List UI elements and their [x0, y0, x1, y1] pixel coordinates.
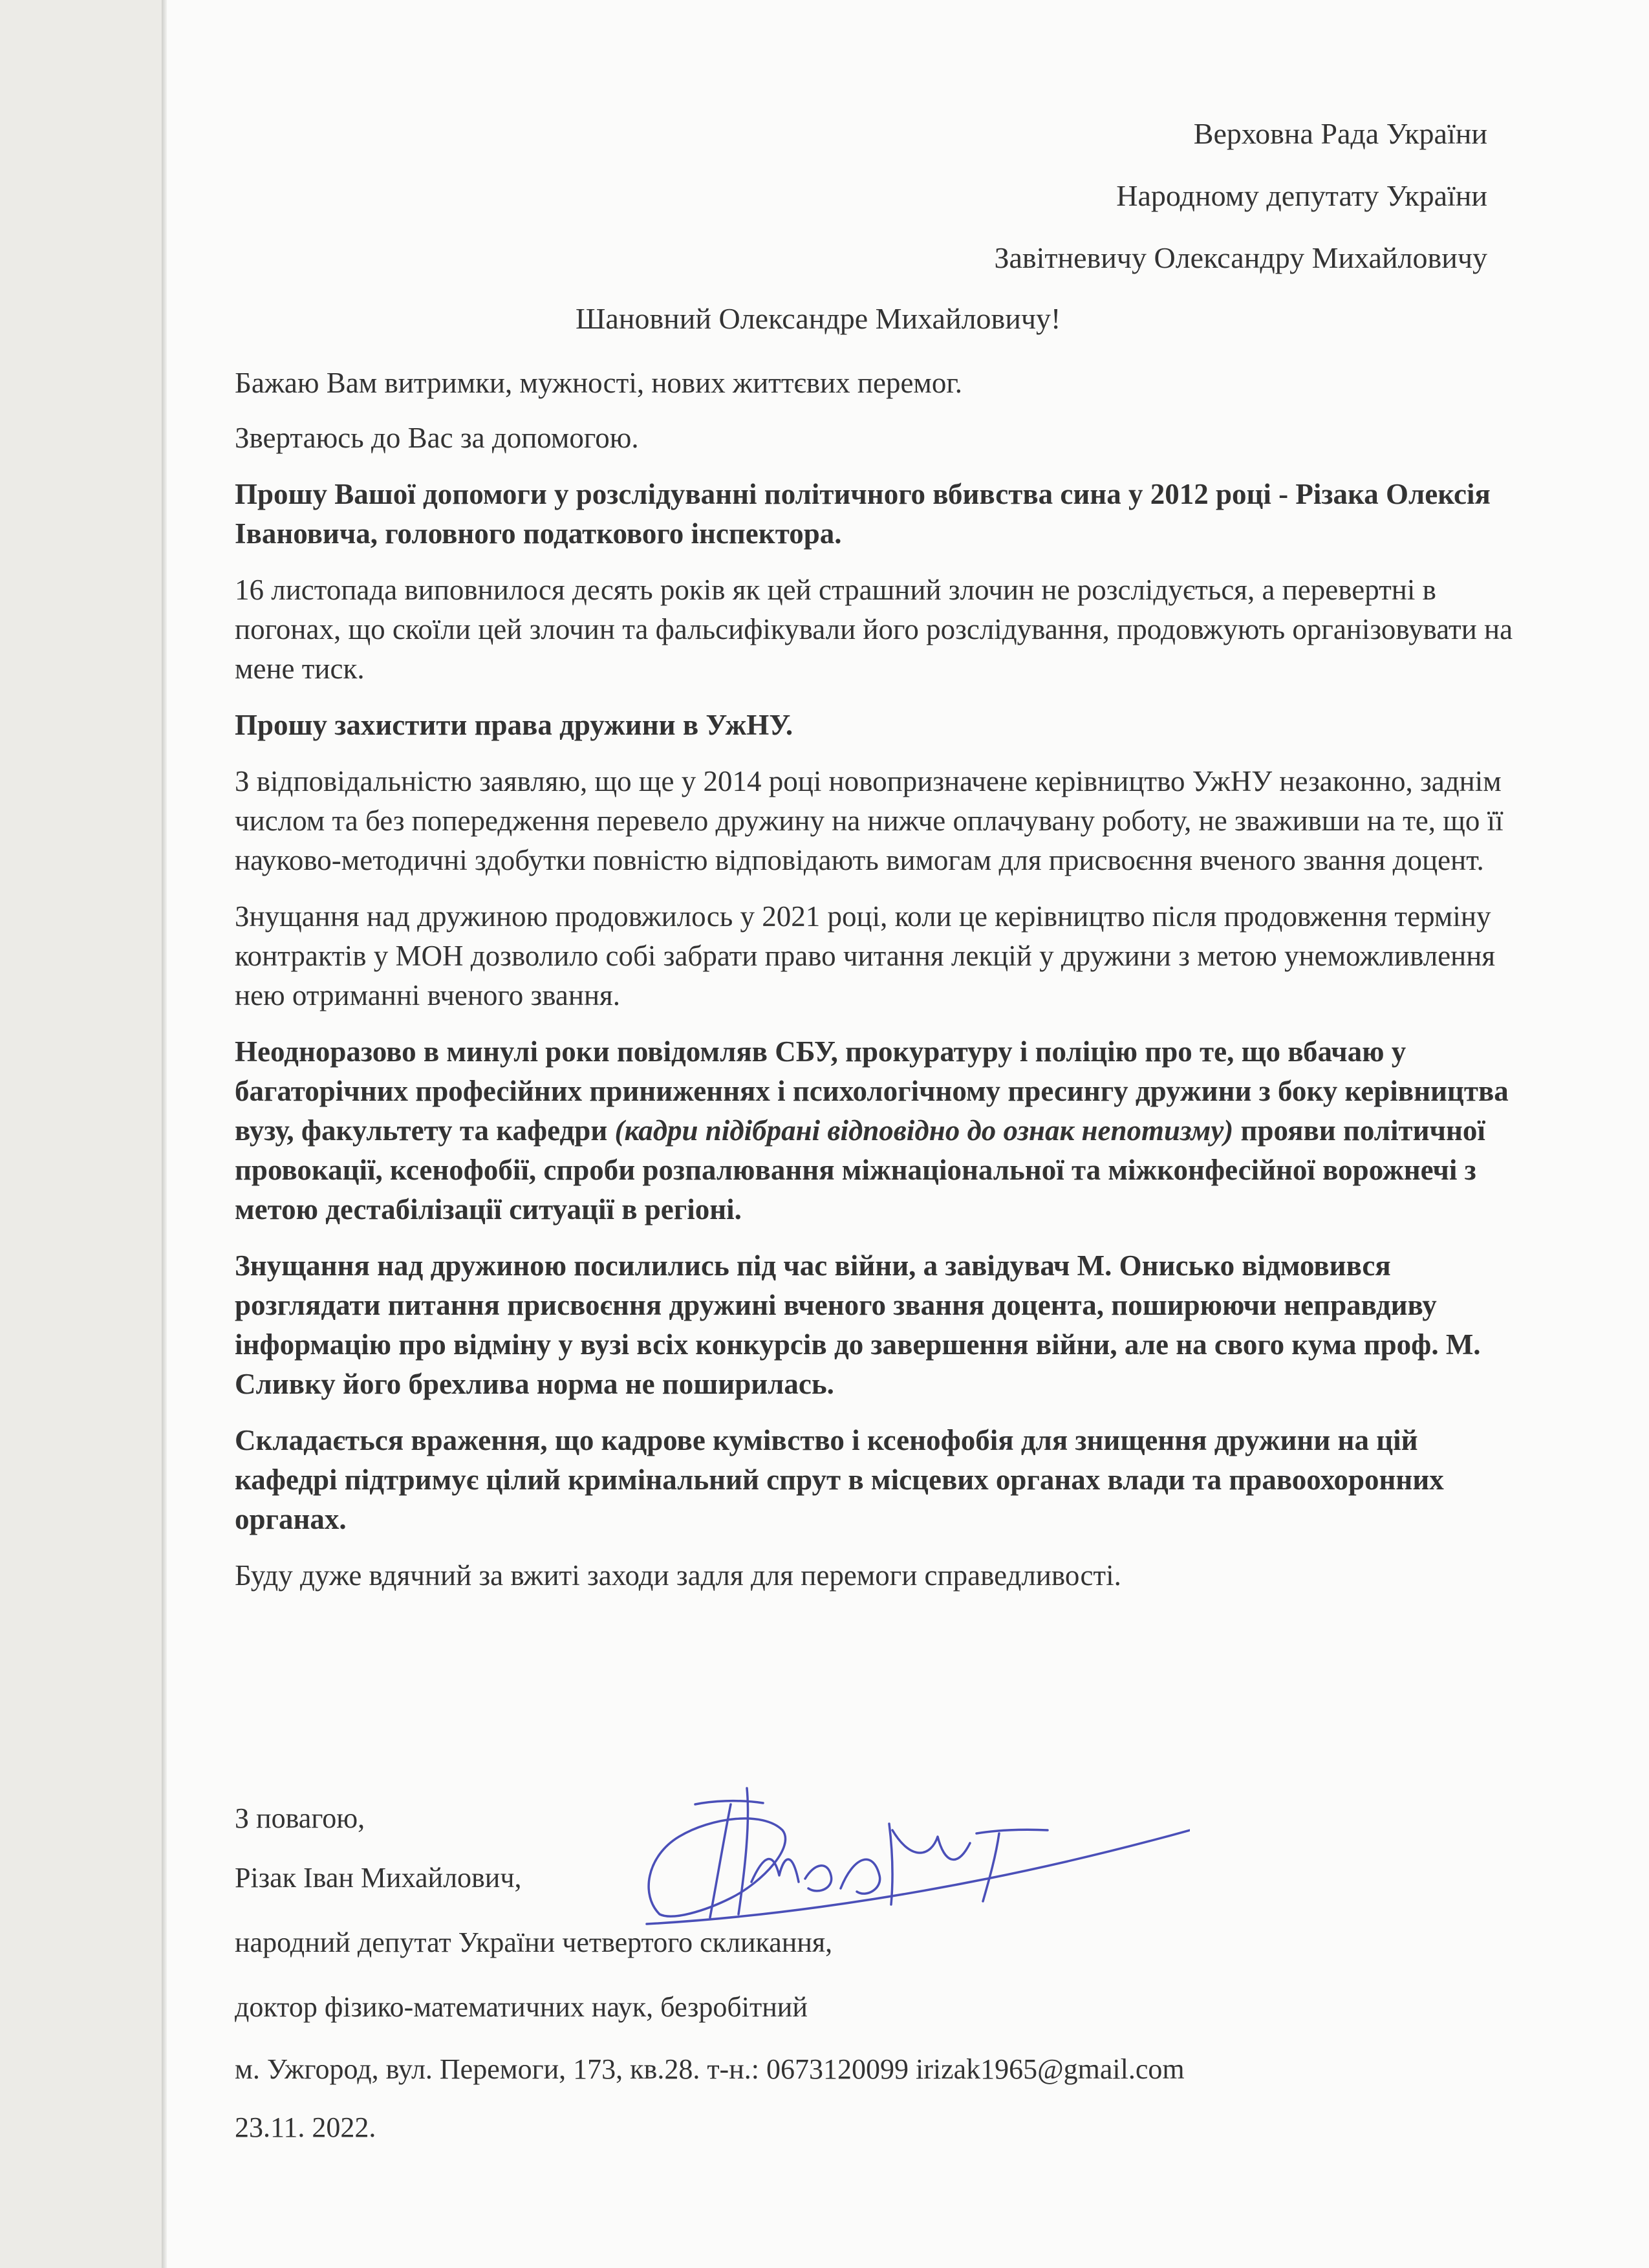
closing-contacts: м. Ужгород, вул. Перемоги, 173, кв.28. т-н.: 0673120099 irizak1965@gmail.com	[235, 2053, 1185, 2085]
paragraph-thanks: Буду дуже вдячний за вжиті заходи задля для перемоги справедливості.	[235, 1559, 1121, 1592]
paragraph-responsibility: З відповідальністю заявляю, що ще у 2014 році новопризначене керівництво УжНУ незаконно, заднім числом та без попередження перевело дружину на нижче оплачувану роботу, не зваживши на те, що її науково-методичні здобутки повністю відповідають вимогам для присвоєння вченого звання доцент.	[235, 765, 1503, 876]
paragraph-mockery-2021: Знущання над дружиною продовжилось у 2021 році, коли це керівництво після продовження терміну контрактів у МОН дозволило собі забрати право читання лекцій у дружини з метою унеможливлення нею отриманні вченого звання.	[235, 900, 1496, 1011]
closing-title-1: народний депутат України четвертого скликання,	[235, 1927, 833, 1958]
sheet-edge	[162, 0, 167, 2268]
paragraph-repeatedly	[235, 1032, 1522, 1229]
repeatedly-text-2: прояви політичної провокації, ксенофобії, спроби розпалювання міжнаціональної та міжконфесійної ворожнечі з метою дестабілізації ситуації в регіоні.	[235, 1114, 1485, 1226]
closing-regards: З повагою,	[235, 1802, 365, 1834]
closing-name: Різак Іван Михайлович,	[235, 1862, 522, 1894]
letter-body	[235, 363, 1522, 1595]
closing-title-2: доктор фізико-математичних наук, безробітний	[235, 1991, 808, 2023]
paragraph-war: Знущання над дружиною посилились під час війни, а завідувач М. Онисько відмовився розглядати питання присвоєння дружині вченого звання доцента, поширюючи неправдиву інформацію про відміну у вузі всіх конкурсів до завершення війни, але на свого кума проф. М. Сливку його брехлива норма не поширилась.	[235, 1249, 1481, 1400]
paragraph-appeal: Звертаюсь до Вас за допомогою.	[235, 422, 639, 454]
paragraph-impression: Складається враження, що кадрове кумівство і ксенофобія для знищення дружини на цій кафедрі підтримує цілий кримінальний спрут в місцевих органах влади та правоохоронних органах.	[235, 1424, 1444, 1535]
closing-date: 23.11. 2022.	[235, 2111, 376, 2143]
addressee-line-3: Завітневичу Олександру Михайловичу	[994, 241, 1487, 274]
addressee-line-2: Народному депутату України	[1116, 179, 1487, 212]
repeatedly-italic-note: (кадри підібрані відповідно до ознак непотизму)	[614, 1114, 1234, 1147]
greeting: Шановний Олександре Михайловичу!	[576, 302, 1061, 335]
paragraph-wish: Бажаю Вам витримки, мужності, нових життєвих перемог.	[235, 367, 963, 399]
repeatedly-text-1: Неодноразово в минулі роки повідомляв СБУ, прокуратуру і поліцію про те, що вбачаю у багаторічних професійних приниженнях і психологічному пресингу дружини з боку керівництва вузу, факультету та кафедри	[235, 1035, 1509, 1147]
paragraph-anniversary: 16 листопада виповнилося десять років як цей страшний злочин не розслідується, а перевертні в погонах, що скоїли цей злочин та фальсифікували його розслідування, продовжують організовувати на мене тиск.	[235, 574, 1513, 685]
paragraph-request-protect-wife: Прошу захистити права дружини в УжНУ.	[235, 709, 793, 741]
addressee-line-1: Верховна Рада України	[1193, 117, 1487, 150]
handwritten-signature	[634, 1785, 1190, 1934]
paragraph-request-investigation: Прошу Вашої допомоги у розслідуванні політичного вбивства сина у 2012 році - Різака Олексія Івановича, головного податкового інспектора.	[235, 478, 1491, 550]
